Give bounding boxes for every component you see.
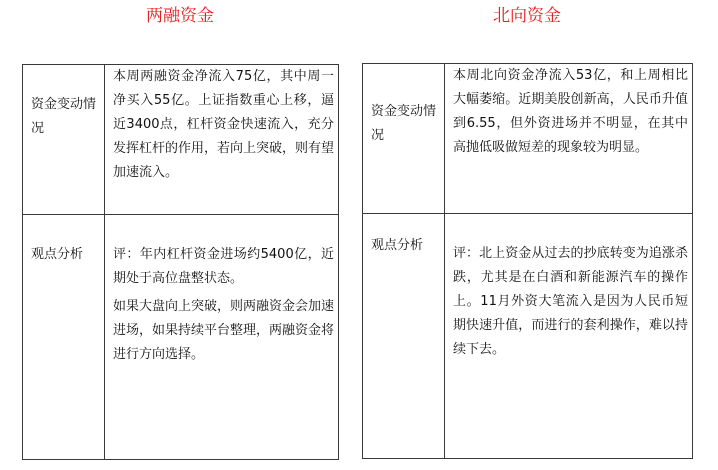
row-content-cell — [445, 214, 693, 459]
content-paragraph: 本周北向资金净流入53亿，和上周相比大幅萎缩。近期美股创新高，人民币升值到6.55，但外资进场并不明显，在其中高抛低吸做短差的现象较为明显。 — [453, 68, 688, 155]
table-row — [23, 65, 339, 215]
content-paragraph: 评：年内杠杆资金进场约5400亿，近期处于高位盘整状态。 — [113, 247, 334, 286]
table-row — [23, 215, 339, 460]
row-label-cell — [363, 64, 445, 214]
row-label: 资金变动情况 — [31, 97, 97, 136]
row-label-cell — [23, 65, 105, 215]
content-paragraph: 本周两融资金净流入75亿，其中周一净买入55亿。上证指数重心上移，逼近3400点，杠杆资金快速流入，充分发挥杠杆的作用，若向上突破，则有望加速流入。 — [113, 69, 335, 180]
row-content — [105, 65, 338, 185]
row-label: 观点分析 — [31, 247, 84, 262]
row-content — [445, 64, 692, 160]
row-content-cell — [105, 65, 339, 215]
northbound-table — [362, 63, 693, 459]
margin-trading-table — [22, 64, 339, 460]
table-row — [363, 214, 693, 459]
row-content — [445, 214, 692, 362]
row-content-cell — [105, 215, 339, 460]
right-section-title: 北向资金 — [493, 6, 561, 26]
row-label-cell — [363, 214, 445, 459]
row-label: 资金变动情况 — [371, 104, 437, 143]
row-content-cell — [445, 64, 693, 214]
table-row — [363, 64, 693, 214]
content-paragraph: 如果大盘向上突破，则两融资金会加速进场，如果持续平台整理，两融资金将进行方向选择。 — [113, 299, 335, 362]
row-label: 观点分析 — [371, 238, 424, 253]
left-section-title: 两融资金 — [146, 6, 214, 26]
content-paragraph: 评：北上资金从过去的抄底转变为追涨杀跌，尤其是在白酒和新能源汽车的操作上。11月外资大笔流入是因为人民币短期快速升值，而进行的套利操作，难以持续下去。 — [453, 246, 688, 357]
row-label-cell — [23, 215, 105, 460]
row-content — [105, 215, 338, 367]
